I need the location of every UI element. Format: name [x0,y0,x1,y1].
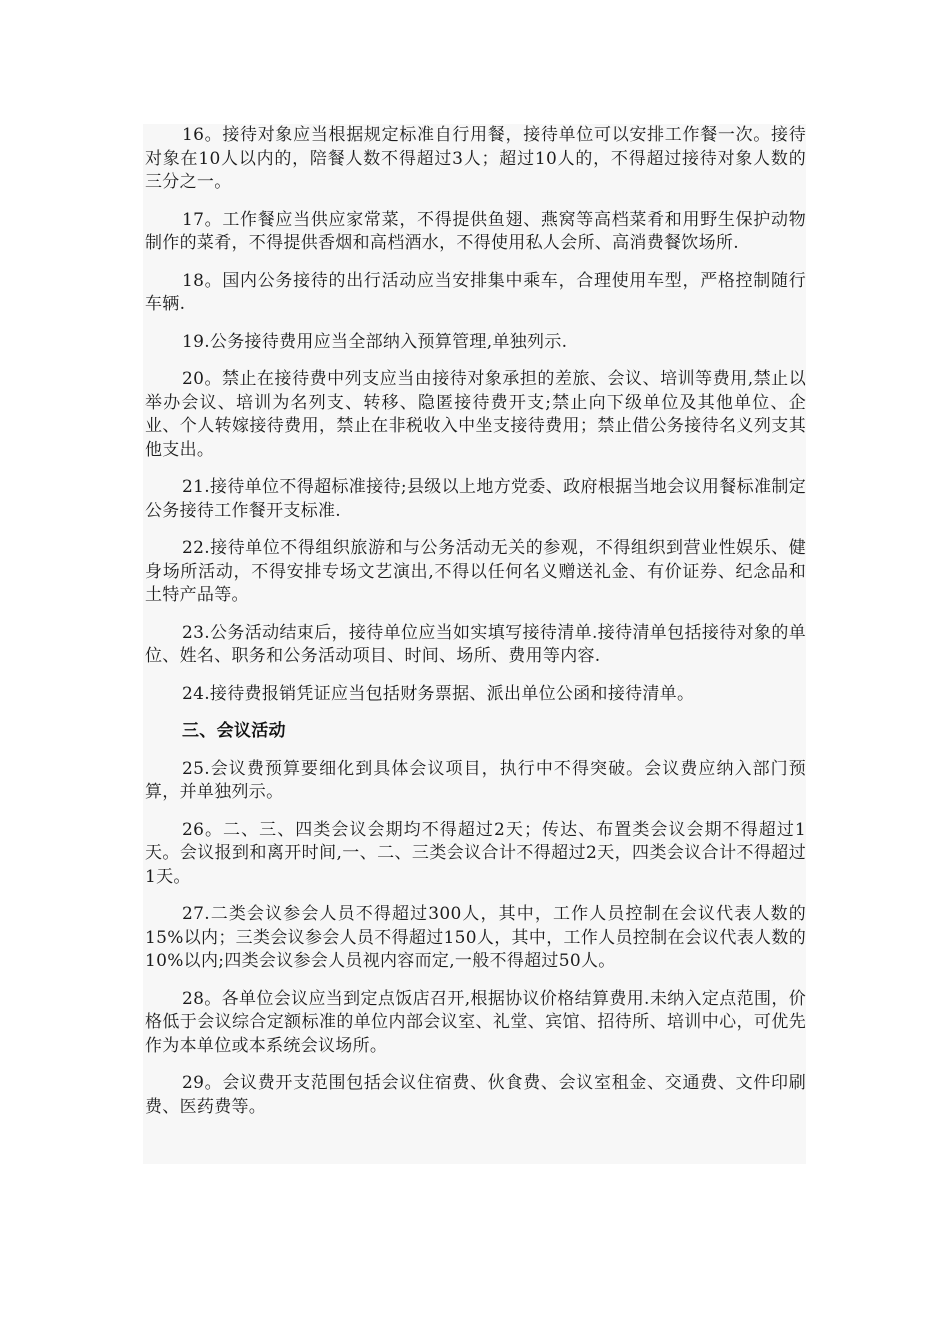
paragraph-21: 21.接待单位不得超标准接待;县级以上地方党委、政府根据当地会议用餐标准制定公务接待工作餐开支标准. [145,477,806,521]
paragraph-22: 22.接待单位不得组织旅游和与公务活动无关的参观，不得组织到营业性娱乐、健身场所活动，不得安排专场文艺演出,不得以任何名义赠送礼金、有价证券、纪念品和土特产品等。 [145,538,806,605]
paragraph-20: 20。禁止在接待费中列支应当由接待对象承担的差旅、会议、培训等费用,禁止以举办会议、培训为名列支、转移、隐匿接待费开支;禁止向下级单位及其他单位、企业、个人转嫁接待费用，禁止在非税收入中坐支接待费用；禁止借公务接待名义列支其他支出。 [145,369,806,460]
paragraph-27: 27.二类会议参会人员不得超过300人，其中，工作人员控制在会议代表人数的15%以内；三类会议参会人员不得超过150人，其中，工作人员控制在会议代表人数的10%以内;四类会议参会人员视内容而定,一般不得超过50人。 [145,904,806,971]
paragraph-17: 17。工作餐应当供应家常菜，不得提供鱼翅、燕窝等高档菜肴和用野生保护动物制作的菜肴，不得提供香烟和高档酒水，不得使用私人会所、高消费餐饮场所. [145,209,806,253]
paragraph-19: 19.公务接待费用应当全部纳入预算管理,单独列示. [182,331,568,352]
paragraph-24: 24.接待费报销凭证应当包括财务票据、派出单位公函和接待清单。 [182,683,695,704]
paragraph-23: 23.公务活动结束后，接待单位应当如实填写接待清单.接待清单包括接待对象的单位、姓名、职务和公务活动项目、时间、场所、费用等内容. [145,622,806,666]
document-body [143,124,806,1164]
paragraph-16: 16。接待对象应当根据规定标准自行用餐，接待单位可以安排工作餐一次。接待对象在10人以内的，陪餐人数不得超过3人；超过10人的，不得超过接待对象人数的三分之一。 [145,125,806,192]
paragraph-28: 28。各单位会议应当到定点饭店召开,根据协议价格结算费用.未纳入定点范围，价格低于会议综合定额标准的单位内部会议室、礼堂、宾馆、招待所、培训中心，可优先作为本单位或本系统会议场所。 [145,988,806,1056]
paragraph-29: 29。会议费开支范围包括会议住宿费、伙食费、会议室租金、交通费、文件印刷费、医药费等。 [145,1073,806,1117]
paragraph-18: 18。国内公务接待的出行活动应当安排集中乘车，合理使用车型，严格控制随行车辆. [145,270,806,314]
paragraph-25: 25.会议费预算要细化到具体会议项目，执行中不得突破。会议费应纳入部门预算，并单独列示。 [145,758,806,802]
section-heading: 三、会议活动 [182,721,286,741]
paragraph-26: 26。二、三、四类会议会期均不得超过2天；传达、布置类会议会期不得超过1天。会议报到和离开时间,一、二、三类会议合计不得超过2天，四类会议合计不得超过1天。 [145,819,806,887]
